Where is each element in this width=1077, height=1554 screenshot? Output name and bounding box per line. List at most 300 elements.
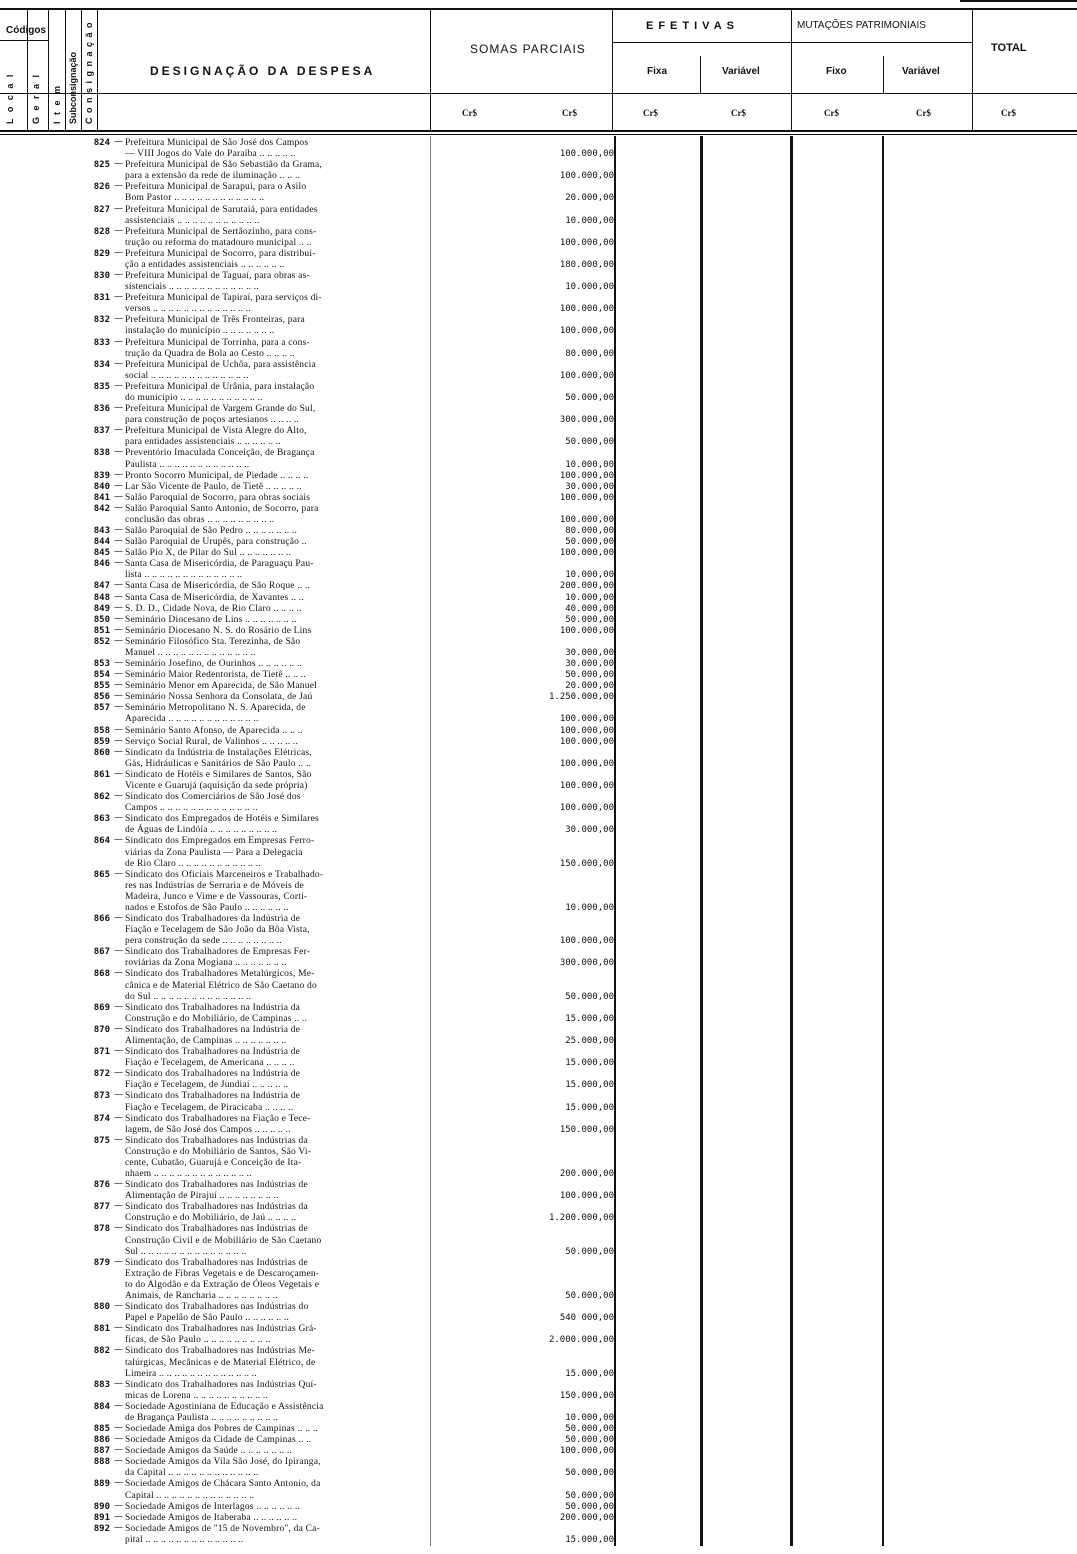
item-description-line: Sindicato dos Trabalhadores nas Indústrias da [125,1202,308,1213]
somas-parciais-value: 50.000,00 [565,991,614,1002]
table-row [0,726,1077,737]
item-dash: — [114,1345,123,1356]
table-row [0,914,1077,947]
item-description-line: Sindicato dos Trabalhadores nas Indústrias de [125,1224,308,1235]
item-dash: — [114,181,123,192]
item-number: 825 [93,160,110,171]
item-dash: — [114,314,123,325]
table-row [0,182,1077,204]
item-dash: — [114,536,123,547]
somas-parciais-value: 10.000,00 [565,215,614,226]
table-row [0,670,1077,681]
table-row [0,615,1077,626]
somas-parciais-value: 30.000,00 [565,647,614,658]
codigos-label: Códigos [6,25,46,36]
item-description-line: Alimentação, de Campinas .. .. .. .. .. .. .. [125,1036,287,1046]
item-description-line: social .. .. .. .. .. .. .. .. .. .. .. .. .. [125,370,249,381]
item-description-line: Sindicato dos Trabalhadores de Empresas Fer- [125,947,311,958]
item-number: 879 [93,1257,110,1268]
table-row [0,526,1077,537]
somas-parciais-value: 100.000,00 [559,1191,614,1202]
item-description-line: Sindicato dos Trabalhadores da Indústria de [125,914,301,925]
table-row [0,581,1077,592]
item-description-line: Capital .. .. .. .. .. .. .. .. .. .. .. .. .. [125,1490,255,1501]
table-row [0,471,1077,482]
item-description-line: Sindicato dos Empregados em Empresas Ferro- [125,836,315,847]
item-description-line: Seminário Josefino, de Ourinhos .. .. .. .. .. .. [125,659,303,670]
item-dash: — [114,1423,123,1434]
somas-parciais-value: 30.000,00 [565,825,614,836]
item-dash: — [114,791,123,802]
item-number: 854 [93,670,110,681]
item-description-line: Sindicato dos Oficiais Marceneiros e Trabalhado- [125,869,324,880]
item-number: 870 [93,1024,110,1035]
item-number: 857 [93,703,110,714]
table-row [0,1435,1077,1446]
somas-parciais-value: 40.000,00 [565,603,614,614]
item-description-line: Sociedade Amigos de Itaberaba .. .. .. .. .. .. [125,1512,298,1523]
item-description-line: Salão Pio X, de Pilar do Sul .. .. .. .. .. .. .. [125,548,292,559]
item-number: 861 [93,769,110,780]
item-number: 826 [93,182,110,193]
table-row [0,836,1077,869]
item-dash: — [114,735,123,746]
somas-parciais-value: 50.000,00 [565,614,614,625]
item-number: 878 [93,1224,110,1235]
item-description-line: Prefeitura Municipal de Socorro, para distribui- [125,248,316,259]
item-description-line: Sociedade Amigos da Saúde .. .. .. .. .. .. .. [125,1446,292,1457]
item-description-line: Seminário Nossa Senhora da Consolata, de Jaú [125,692,313,703]
item-number: 864 [93,836,110,847]
header-mid-rule [0,93,1077,94]
item-description-line: Prefeitura Municipal de Sarutaiá, para entidades [125,204,318,215]
table-row [0,1513,1077,1524]
item-dash: — [114,358,123,369]
item-description-line: Seminário Metropolitano N. S. Aparecida, de [125,703,306,714]
item-dash: — [114,525,123,536]
item-description-line: Animais, de Rancharia .. .. .. .. .. .. .. .. [125,1290,278,1301]
col-divider [972,10,973,132]
currency-label: Cr$ [1001,108,1016,118]
item-number: 872 [93,1069,110,1080]
item-description-line: trução da Quadra de Bola ao Cesto .. .. .. .. [125,348,295,359]
item-dash: — [114,813,123,824]
item-number: 863 [93,814,110,825]
currency-label: Cr$ [731,108,746,118]
table-row [0,1069,1077,1091]
item-dash: — [114,1068,123,1079]
somas-parciais-value: 200.000,00 [559,1169,614,1180]
item-number: 853 [93,659,110,670]
item-dash: — [114,768,123,779]
table-row [0,1136,1077,1180]
table-row [0,1091,1077,1113]
item-number: 889 [93,1479,110,1490]
item-description-line: Sindicato dos Comerciários de São José dos [125,792,301,803]
item-description-line: Sociedade Amigos da Vila São José, do Ipiranga, [125,1457,321,1468]
item-number: 884 [93,1401,110,1412]
item-dash: — [114,1323,123,1334]
item-dash: — [114,270,123,281]
item-dash: — [114,469,123,480]
item-description-line: Seminário Filosófico Sta. Terezinha, de São [125,636,301,647]
item-description-line: versos .. .. .. .. .. .. .. .. .. .. .. .. .. [125,304,251,315]
currency-label: Cr$ [824,108,839,118]
item-number: 827 [93,204,110,215]
item-dash: — [114,624,123,635]
item-number: 836 [93,404,110,415]
currency-label: Cr$ [916,108,931,118]
somas-parciais-value: 300.000,00 [559,958,614,969]
item-description-line: nados e Estofos de São Paulo .. .. .. .. .. .. [125,902,289,913]
somas-parciais-value: 100.000,00 [559,470,614,481]
item-number: 880 [93,1302,110,1313]
item-description-line: Sindicato dos Trabalhadores na Indústria da [125,1002,301,1013]
table-row [0,205,1077,227]
item-description-line: Sindicato da Indústria de Instalações Elétricas, [125,747,312,758]
designacao-header: DESIGNAÇÃO DA DESPESA [150,64,376,78]
item-number: 830 [93,271,110,282]
item-dash: — [114,491,123,502]
somas-parciais-value: 150.000,00 [559,1124,614,1135]
item-dash: — [114,680,123,691]
item-number: 888 [93,1457,110,1468]
item-dash: — [114,247,123,258]
table-row [0,1258,1077,1302]
table-row [0,1202,1077,1224]
item-number: 860 [93,747,110,758]
item-number: 875 [93,1135,110,1146]
item-description-line: Sociedade Amigos de "15 de Novembro", da Ca- [125,1523,320,1534]
table-row [0,504,1077,526]
somas-parciais-value: 100.000,00 [559,514,614,525]
item-description-line: Sindicato dos Trabalhadores nas Indústrias Me- [125,1346,315,1357]
item-number: 876 [93,1180,110,1191]
col-divider [65,10,66,132]
item-number: 855 [93,681,110,692]
col-divider [791,10,792,132]
table-row [0,770,1077,792]
somas-parciais-value: 50.000,00 [565,1468,614,1479]
codigos-rule [0,40,48,41]
mutacoes-header: MUTAÇÕES PATRIMONIAIS [797,20,926,31]
item-description-line: Construção Civil e de Mobiliário de São Caetano [125,1235,322,1246]
item-dash: — [114,480,123,491]
item-description-line: Seminário Diocesano de Lins .. .. .. .. .. .. .. [125,614,297,625]
somas-parciais-header: SOMAS PARCIAIS [470,42,586,56]
item-number: 848 [93,592,110,603]
table-row [0,360,1077,382]
item-number: 885 [93,1424,110,1435]
item-description-line: da Capital .. .. .. .. .. .. .. .. .. .. .. .. [125,1468,259,1479]
item-description-line: para entidades assistenciais .. .. .. .. .. .. [125,437,281,448]
item-number: 871 [93,1047,110,1058]
table-row [0,947,1077,969]
currency-label: Cr$ [643,108,658,118]
item-number: 838 [93,448,110,459]
item-description-line: Seminário Menor em Aparecida, de São Manuel [125,681,317,692]
somas-parciais-value: 300.000,00 [559,415,614,426]
item-description-line: assistenciais .. .. .. .. .. .. .. .. .. .. .. [125,215,260,226]
table-row [0,737,1077,748]
item-dash: — [114,669,123,680]
somas-parciais-value: 100.000,00 [559,1446,614,1457]
item-dash: — [114,137,123,147]
somas-parciais-value: 50.000,00 [565,537,614,548]
item-description-line: Sociedade Amigos da Cidade de Campinas .. .. [125,1435,312,1446]
somas-parciais-value: 10.000,00 [565,902,614,913]
item-number: 866 [93,914,110,925]
item-description-line: para a extensão da rede de iluminação .. .. .. [125,171,301,182]
somas-parciais-value: 200.000,00 [559,1512,614,1523]
table-row [0,482,1077,493]
table-row [0,138,1077,160]
item-number: 824 [93,138,110,148]
somas-parciais-value: 25.000,00 [565,1036,614,1046]
item-dash: — [114,1478,123,1489]
table-row [0,249,1077,271]
item-description-line: Prefeitura Municipal de Urânia, para instalação [125,381,315,392]
table-row [0,969,1077,1002]
table-row [0,681,1077,692]
item-description-line: Vicente e Guarujá (aquisição da sede própria) [125,781,308,791]
item-description-line: do município .. .. .. .. .. .. .. .. .. .. .. [125,392,263,403]
item-dash: — [114,691,123,702]
item-description-line: nhaem .. .. .. .. .. .. .. .. .. .. .. .. .. [125,1169,252,1180]
item-dash: — [114,425,123,436]
somas-parciais-value: 30.000,00 [565,481,614,492]
col-divider [883,56,884,94]
item-number: 829 [93,248,110,259]
somas-parciais-value: 10.000,00 [565,459,614,470]
somas-parciais-value: 100.000,00 [559,803,614,814]
item-description-line: ção a entidades assistenciais .. .. .. .. .. .. [125,259,285,270]
item-number: 845 [93,548,110,559]
item-number: 839 [93,470,110,481]
item-description-line: para construção de poços artesianos .. .. .. .. [125,415,300,426]
somas-parciais-value: 15.000,00 [565,1102,614,1113]
table-row [0,593,1077,604]
table-row [0,814,1077,836]
col-divider [81,10,82,132]
item-description-line: Extração de Fibras Vegetais e de Descaroçamen- [125,1268,320,1279]
item-number: 858 [93,725,110,736]
table-row [0,227,1077,249]
item-description-line: Construção e do Mobiliário de Santos, São Vi- [125,1146,312,1157]
item-dash: — [114,946,123,957]
item-description-line: lagem, de São José dos Campos .. .. .. .. .. [125,1124,291,1135]
item-number: 847 [93,581,110,592]
item-number: 846 [93,559,110,570]
item-dash: — [114,746,123,757]
item-number: 834 [93,359,110,370]
item-description-line: Bom Pastor .. .. .. .. .. .. .. .. .. .. .. .. [125,193,265,204]
somas-parciais-value: 150.000,00 [559,858,614,869]
item-dash: — [114,835,123,846]
item-dash: — [114,1134,123,1145]
somas-parciais-value: 100.000,00 [559,936,614,947]
item-description-line: Sindicato dos Trabalhadores na Fiação e Tece- [125,1113,311,1124]
item-description-line: to do Algodão e da Extração de Óleos Vegetais e [125,1279,320,1290]
item-description-line: Sociedade Amigos de Interlagos .. .. .. .. .. .. [125,1501,301,1512]
table-row [0,692,1077,703]
table-row [0,1180,1077,1202]
item-description-line: Sociedade Agostiniana de Educação e Assistência [125,1401,324,1412]
item-number: 850 [93,614,110,625]
item-description-line: Prefeitura Municipal de Tapiraí, para serviços di- [125,293,322,304]
somas-parciais-value: 10.000,00 [565,1412,614,1423]
item-description-line: cânica e de Material Elétrico de São Caetano do [125,980,317,991]
item-description-line: Construção e do Mobiliário, de Jaú .. .. .. .. [125,1213,297,1224]
item-description-line: Paulista .. .. .. .. .. .. .. .. .. .. .. .. [125,459,250,470]
fixa-header: Fixa [647,66,668,77]
item-dash: — [114,1201,123,1212]
item-dash: — [114,1223,123,1234]
table-row [0,338,1077,360]
item-description-line: roviárias da Zona Mogiana .. .. .. .. .. .. .. [125,958,287,969]
efetivas-header: EFETIVAS [646,20,739,32]
variavel-header: Variável [722,66,760,77]
item-description-line: de Rio Claro .. .. .. .. .. .. .. .. .. .. .. [125,858,261,869]
somas-parciais-value: 100.000,00 [559,758,614,769]
item-description-line: Sindicato dos Trabalhadores Metalúrgicos, Me- [125,969,315,980]
item-dash: — [114,1046,123,1057]
somas-parciais-value: 100.000,00 [559,714,614,725]
table-row [0,1457,1077,1479]
item-dash: — [114,1522,123,1533]
item-dash: — [114,1023,123,1034]
somas-parciais-value: 20.000,00 [565,193,614,204]
table-row [0,1324,1077,1346]
item-number: 869 [93,1002,110,1013]
item-number: 844 [93,537,110,548]
item-description-line: Sociedade Amiga dos Pobres de Campinas .. .. .. [125,1424,319,1435]
somas-parciais-value: 10.000,00 [565,282,614,293]
item-dash: — [114,336,123,347]
table-row [0,426,1077,448]
somas-parciais-value: 180.000,00 [559,259,614,270]
item-description-line: Prefeitura Municipal de Torrinha, para a cons- [125,337,310,348]
table-row [0,1302,1077,1324]
item-number: 886 [93,1435,110,1446]
somas-parciais-value: 200.000,00 [559,581,614,592]
somas-parciais-value: 100.000,00 [559,492,614,503]
col-divider [700,56,701,94]
item-description-line: conclusão das obras .. .. .. .. .. .. .. .. .. [125,514,275,525]
item-description-line: ficas, de São Paulo .. .. .. .. .. .. .. .. .. [125,1335,271,1346]
table-row [0,1114,1077,1136]
item-dash: — [114,380,123,391]
item-description-line: do Sul .. .. .. .. .. .. .. .. .. .. .. .. .. [125,991,252,1002]
item-dash: — [114,1301,123,1312]
item-number: 841 [93,492,110,503]
variavel-mut-header: Variável [902,66,940,77]
item-description-line: Prefeitura Municipal de Vista Alegre do Alto, [125,426,307,437]
item-number: 849 [93,603,110,614]
item-number: 874 [93,1113,110,1124]
item-description-line: Sindicato dos Trabalhadores nas Indústrias Quí- [125,1379,317,1390]
somas-parciais-value: 100.000,00 [559,736,614,747]
somas-parciais-value: 1.200.000,00 [548,1213,614,1224]
item-description-line: Prefeitura Municipal de São José dos Campos [125,138,309,148]
item-number: 868 [93,969,110,980]
item-description-line: Santa Casa de Misericórdia, de Xavantes .. .. [125,592,304,603]
somas-parciais-value: 50.000,00 [565,1490,614,1501]
item-dash: — [114,403,123,414]
item-description-line: Sociedade Amigos de Chácara Santo Antonio, da [125,1479,321,1490]
item-dash: — [114,613,123,624]
item-dash: — [114,1179,123,1190]
geral-label: G e r a l [31,72,41,124]
item-description-line: sistenciais .. .. .. .. .. .. .. .. .. .. .. .. [125,282,259,293]
item-number: 877 [93,1202,110,1213]
item-dash: — [114,1378,123,1389]
somas-parciais-value: 100.000,00 [559,171,614,182]
somas-parciais-value: 100.000,00 [559,781,614,791]
item-description-line: Seminário Diocesano N. S. do Rosário de Lins [125,625,312,636]
item-description-line: cente, Cubatão, Guarujá e Conceição de Ita- [125,1157,302,1168]
somas-parciais-value: 50.000,00 [565,437,614,448]
table-row [0,1479,1077,1501]
somas-parciais-value: 100.000,00 [559,725,614,736]
table-row [0,548,1077,559]
col-divider [48,10,49,132]
item-description-line: Prefeitura Municipal de Sertãozinho, para cons- [125,226,317,237]
item-description-line: Fiação e Tecelagem, de Jundiaí .. .. .. .. .. [125,1080,289,1091]
table-row [0,559,1077,581]
somas-parciais-value: 50.000,00 [565,1424,614,1435]
table-row [0,703,1077,725]
item-number: 882 [93,1346,110,1357]
item-dash: — [114,724,123,735]
item-dash: — [114,292,123,303]
item-description-line: Limeira .. .. .. .. .. .. .. .. .. .. .. .. .. [125,1368,257,1379]
efetivas-subrule [612,42,972,43]
item-description-line: Lar São Vicente de Paulo, de Tietê .. .. .. .. .. [125,481,302,492]
table-row [0,537,1077,548]
item-description-line: Prefeitura Municipal de Sarapuí, para o Asilo [125,182,307,193]
local-label: L o c a l [5,72,15,124]
item-description-line: Sindicato dos Trabalhadores na Indústria de [125,1024,301,1035]
somas-parciais-value: 50.000,00 [565,670,614,681]
somas-parciais-value: 10.000,00 [565,592,614,603]
item-number: 852 [93,636,110,647]
item-number: 887 [93,1446,110,1457]
table-row [0,1003,1077,1025]
item-description-line: Aparecida .. .. .. .. .. .. .. .. .. .. .. .. [125,714,259,725]
item-number: 867 [93,947,110,958]
table-row [0,448,1077,470]
item-number: 832 [93,315,110,326]
item-description-line: Alimentação de Pirajuí .. .. .. .. .. .. .. .. [125,1191,279,1202]
item-dash: — [114,1112,123,1123]
item-number: 856 [93,692,110,703]
item-number: 831 [93,293,110,304]
currency-label: Cr$ [562,108,577,118]
item-dash: — [114,1456,123,1467]
item-dash: — [114,1090,123,1101]
item-dash: — [114,1445,123,1456]
item-description-line: S. D. D., Cidade Nova, de Rio Claro .. .. .. .. [125,603,302,614]
table-row [0,404,1077,426]
table-row [0,1524,1077,1546]
fixo-header: Fixo [826,66,847,77]
table-row [0,1402,1077,1424]
item-dash: — [114,658,123,669]
item-description-line: Salão Paroquial de São Pedro .. .. .. .. .. .. .. [125,526,298,537]
table-row [0,1047,1077,1069]
somas-parciais-value: 100.000,00 [559,237,614,248]
